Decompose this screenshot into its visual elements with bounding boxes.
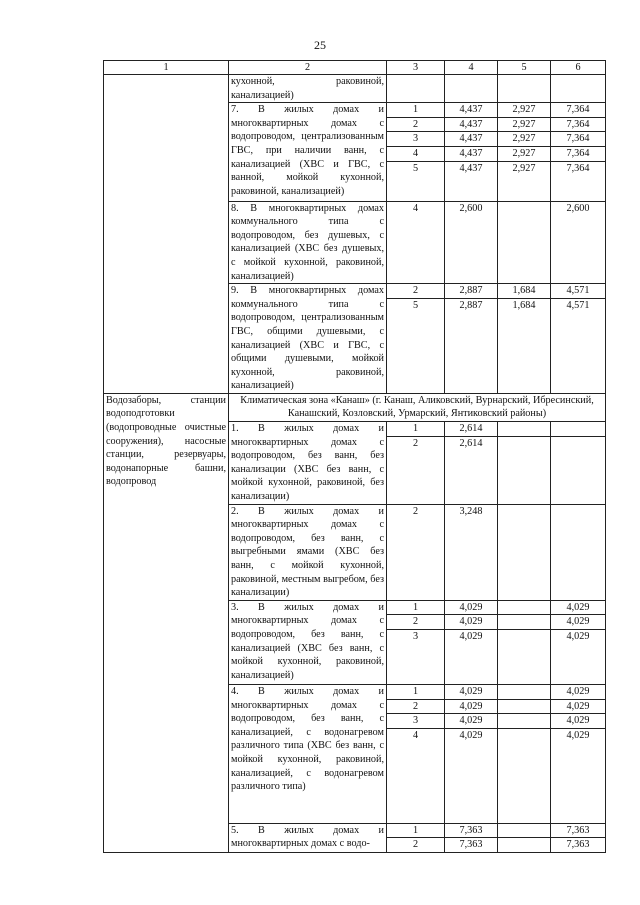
value-cell: 2 [387,504,445,600]
description-cell: 7. В жилых домах и многоквартирных домах с водопроводом, централизованным ГВС, при наличии ванн, с канализацией (ХВС и ГВС, с ванной, мойкой кухонной, раковиной, канализацией) [229,103,387,201]
value-cell: 1 [387,422,445,437]
value-cell: 7,364 [551,146,606,161]
value-cell: 4,437 [445,117,498,132]
value-cell: 4,029 [551,714,606,729]
value-cell: 4,029 [551,728,606,823]
value-cell: 2,927 [498,117,551,132]
value-cell: 2,927 [498,161,551,201]
value-cell [498,600,551,615]
value-cell: 7,364 [551,161,606,201]
empty-cell [498,75,551,103]
value-cell: 2,927 [498,103,551,118]
description-cell: 3. В жилых домах и многоквартирных домах с водопроводом, без ванн, с канализацией (ХВС без ванн, с мойкой кухонной, раковиной, канализацией) [229,600,387,684]
value-cell: 4,029 [445,728,498,823]
value-cell: 4,029 [551,685,606,700]
value-cell: 2,927 [498,146,551,161]
value-cell [498,504,551,600]
value-cell: 4,029 [551,615,606,630]
value-cell: 1 [387,823,445,838]
value-cell: 4,029 [445,600,498,615]
value-cell: 4,029 [445,699,498,714]
value-cell [498,838,551,853]
value-cell: 5 [387,298,445,393]
value-cell: 2,600 [551,201,606,284]
description-cell: 4. В жилых домах и многоквартирных домах с водопроводом, без ванн, с канализацией, с водонагревом различного типа (ХВС без ванн, с мойкой кухонной, раковиной, канализацией, с водонагревом различного типа) [229,685,387,824]
empty-cell [387,75,445,103]
value-cell: 2,614 [445,436,498,504]
value-cell [551,422,606,437]
value-cell: 4,437 [445,161,498,201]
page-number: 25 [314,38,326,52]
value-cell: 4 [387,201,445,284]
value-cell: 4,029 [445,685,498,700]
value-cell [498,728,551,823]
empty-cell [551,75,606,103]
value-cell: 4,571 [551,298,606,393]
value-cell: 3 [387,630,445,685]
value-cell: 4,571 [551,284,606,299]
empty-cell [445,75,498,103]
value-cell: 2 [387,838,445,853]
value-cell [498,630,551,685]
value-cell: 7,364 [551,103,606,118]
value-cell: 3,248 [445,504,498,600]
zone-row [104,393,606,421]
header-cell: 2 [229,61,387,75]
value-cell: 5 [387,161,445,201]
value-cell: 4 [387,728,445,823]
section-label: Водозаборы, станции водоподготовки (водопроводные очистные сооружения), насосные станции, резервуары, водонапорные башни, водопровод [104,393,229,852]
description-cell: 1. В жилых домах и многоквартирных домах с водопроводом, без ванн, без канализации (ХВС без ванн, с мойкой кухонной, раковиной, без канализации) [229,422,387,505]
value-cell [498,201,551,284]
table-row [104,75,606,103]
value-cell [551,504,606,600]
value-cell [498,685,551,700]
value-cell [498,436,551,504]
value-cell: 4,029 [551,600,606,615]
header-cell: 3 [387,61,445,75]
value-cell: 2 [387,117,445,132]
value-cell [498,422,551,437]
value-cell: 2,614 [445,422,498,437]
section-empty-cell [104,75,229,394]
value-cell: 1,684 [498,284,551,299]
value-cell: 2,887 [445,284,498,299]
value-cell: 4,029 [551,630,606,685]
value-cell: 3 [387,132,445,147]
climate-zone-title: Климатическая зона «Канаш» (г. Канаш, Аликовский, Вурнарский, Ибресинский, Канашский, Козловский, Урмарский, Янтиковский районы) [229,393,606,421]
tariff-table [103,60,606,853]
value-cell [498,714,551,729]
header-cell: 5 [498,61,551,75]
value-cell: 2 [387,436,445,504]
value-cell: 7,363 [445,838,498,853]
description-cell: 8. В многоквартирных домах коммунального типа с водопроводом, без душевых, с канализацией (ХВС без душевых, с мойкой кухонной, раковиной, канализацией) [229,201,387,284]
description-cell: 5. В жилых домах и многоквартирных домах с водо- [229,823,387,852]
value-cell: 2,887 [445,298,498,393]
value-cell [498,615,551,630]
description-cell: 2. В жилых домах и многоквартирных домах с водопроводом, без ванн, с выгребными ямами (ХВС без ванн, с мойкой кухонной, раковиной, местным выгребом, без канализации) [229,504,387,600]
value-cell: 7,363 [551,838,606,853]
value-cell: 7,363 [551,823,606,838]
value-cell: 4,029 [445,615,498,630]
value-cell: 4,029 [445,714,498,729]
value-cell: 4,029 [551,699,606,714]
value-cell: 4,437 [445,132,498,147]
value-cell [498,699,551,714]
description-cell: 9. В многоквартирных домах коммунального типа с водопроводом, централизованным ГВС, общими душевыми, с канализацией (ХВС и ГВС, с общими душевыми, мойкой кухонной, раковиной, канализацией) [229,284,387,394]
value-cell [551,436,606,504]
value-cell: 1 [387,685,445,700]
value-cell: 2,600 [445,201,498,284]
description-cell: кухонной, раковиной, канализацией) [229,75,387,103]
value-cell: 7,364 [551,117,606,132]
value-cell: 4,437 [445,103,498,118]
value-cell: 7,364 [551,132,606,147]
value-cell: 3 [387,714,445,729]
value-cell: 2 [387,699,445,714]
value-cell: 7,363 [445,823,498,838]
value-cell: 1,684 [498,298,551,393]
value-cell: 2 [387,615,445,630]
value-cell: 4,437 [445,146,498,161]
value-cell: 2 [387,284,445,299]
header-cell: 6 [551,61,606,75]
value-cell: 2,927 [498,132,551,147]
header-cell: 1 [104,61,229,75]
value-cell: 1 [387,103,445,118]
value-cell: 4 [387,146,445,161]
header-cell: 4 [445,61,498,75]
header-row [104,61,606,75]
value-cell: 4,029 [445,630,498,685]
value-cell: 1 [387,600,445,615]
value-cell [498,823,551,838]
